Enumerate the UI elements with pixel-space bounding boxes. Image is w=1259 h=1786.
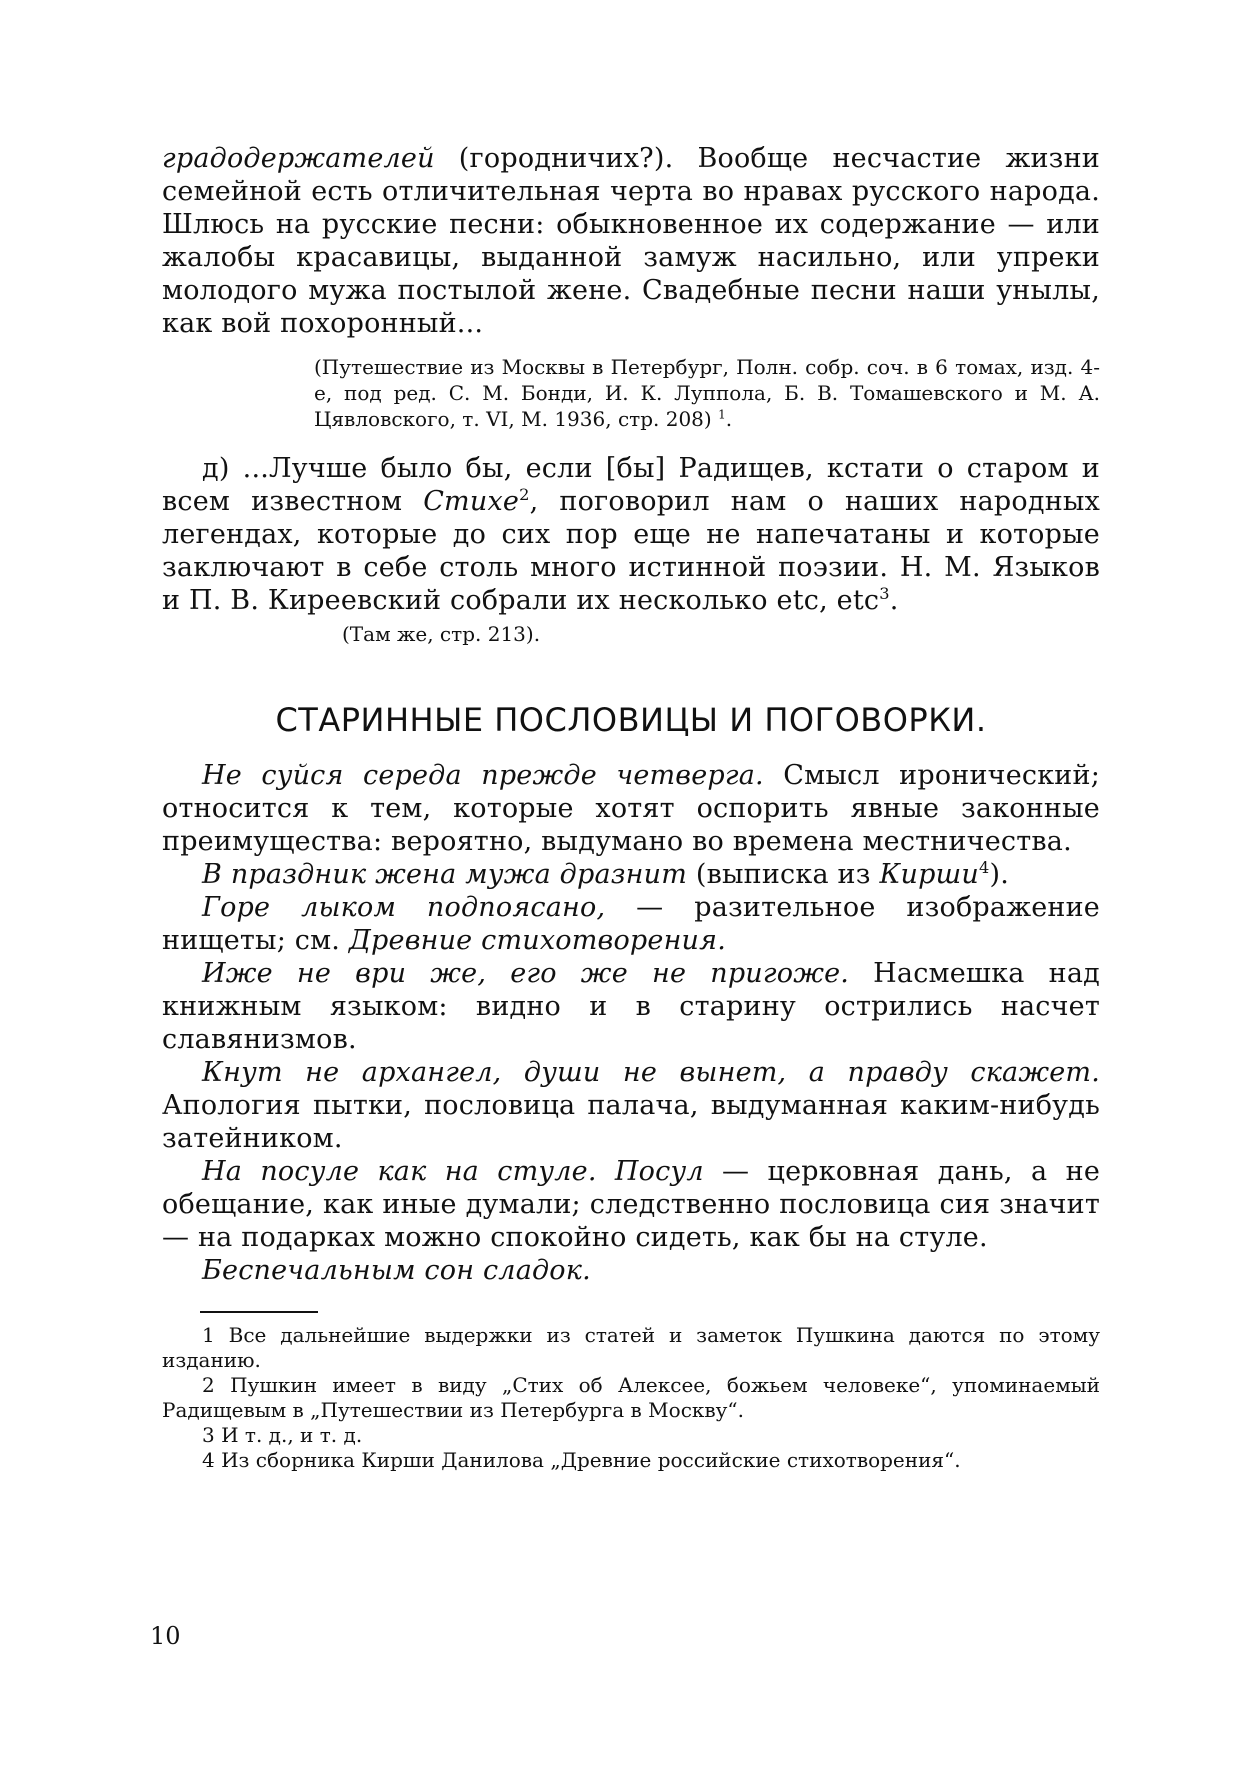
- proverb-2: [162, 858, 1100, 891]
- citation-text: (Путешествие из Москвы в Петербург, Полн. собр. соч. в 6 томах, изд. 4-е, под ред. С. М. Бонди, И. К. Луппола, Б. В. Томашевского и М. А. Цявловского, т. VI, М. 1936, стр. 208): [314, 355, 1100, 431]
- footnote-ref: 4: [979, 858, 990, 877]
- book-page: [162, 142, 1100, 1473]
- section-heading: СТАРИННЫЕ ПОСЛОВИЦЫ И ПОГОВОРКИ.: [275, 701, 987, 739]
- page-number: 10: [150, 1622, 181, 1650]
- proverb-italic: Беспечальным сон сладок.: [202, 1255, 591, 1286]
- proverb-italic: Горе лыком подпоясано,: [202, 892, 606, 923]
- proverb-italic: На посуле как на стуле. Посул: [202, 1156, 704, 1187]
- proverb-3: [162, 891, 1100, 957]
- footnote-ref: 1: [718, 407, 726, 422]
- proverb-italic-2: Древние стихотворения.: [348, 925, 727, 956]
- footnote-ref: 3: [879, 584, 890, 603]
- italic-term: градодержателей: [162, 143, 435, 174]
- proverb-comment: Смысл иронический; относится к тем, которые хотят оспорить явные законные преимущества: вероятно, выдумано во времена местничества.: [162, 760, 1100, 857]
- proverb-comment: — церковная дань, а не обещание, как иные думали; следственно пословица сия значит — на подарках можно спокойно сидеть, как бы на стуле.: [162, 1156, 1100, 1253]
- main-text-2: [162, 452, 1100, 617]
- citation-1: [314, 354, 1100, 432]
- proverb-italic: Не суйся середа прежде четверга.: [202, 760, 764, 791]
- proverb-comment: Насмешка над книжным языком: видно и в старину острились насчет славянизмов.: [162, 958, 1100, 1055]
- paragraph-text: (городничих?). Вообще несчастие жизни семейной есть отличительная черта во нравах русского народа. Шлюсь на русские песни: обыкновенное их содержание — или жалобы красавицы, выданной замуж насильно, или упреки молодого мужа постылой жене. Свадебные песни наши унылы, как вой похоронный...: [162, 143, 1100, 339]
- footnote-2: 2 Пушкин имеет в виду „Стих об Алексее, божьем человеке“, упоминаемый Радищевым в „Путешествии из Петербурга в Москву“.: [162, 1373, 1100, 1422]
- proverb-italic-2: Кирши: [879, 859, 979, 890]
- citation-2: (Там же, стр. 213).: [342, 622, 541, 646]
- footnotes: [162, 1323, 1100, 1473]
- proverb-6: [162, 1155, 1100, 1254]
- footnote-3: 3 И т. д., и т. д.: [202, 1423, 363, 1447]
- proverbs-list: [162, 759, 1100, 1287]
- proverb-5: [162, 1056, 1100, 1155]
- proverb-1: [162, 759, 1100, 858]
- footnote-ref: 2: [519, 485, 530, 504]
- proverb-end: ).: [989, 859, 1010, 890]
- paragraph-text: , поговорил нам о наших народных легендах, которые до сих пор еще не напечатаны и которые заключают в себе столь много истинной поэзии. Н. М. Языков и П. В. Киреевский собрали их несколько etc, etc: [162, 486, 1101, 616]
- italic-term: Стихе: [423, 486, 520, 517]
- paragraph-2: [162, 452, 1100, 617]
- paragraph-text: д) ...Лучше было бы, если [бы] Радищев, кстати о старом и всем известном: [162, 453, 1100, 517]
- footnote-divider: [200, 1311, 318, 1313]
- proverb-italic: В праздник жена мужа дразнит: [202, 859, 688, 890]
- proverb-italic: Иже не ври же, его же не пригоже.: [202, 958, 850, 989]
- proverb-italic: Кнут не архангел, души не вынет, а правду скажет.: [202, 1057, 1100, 1088]
- proverb-comment: (выписка из: [687, 859, 880, 890]
- footnote-4: 4 Из сборника Кирши Данилова „Древние российские стихотворения“.: [202, 1448, 961, 1472]
- proverb-7: [162, 1254, 1100, 1287]
- proverb-4: [162, 957, 1100, 1056]
- citation-end: .: [725, 407, 733, 431]
- paragraph-end: .: [889, 585, 899, 616]
- footnote-1: 1 Все дальнейшие выдержки из статей и заметок Пушкина даются по этому изданию.: [162, 1323, 1100, 1372]
- paragraph-1: [162, 142, 1100, 340]
- proverb-comment: — разительное изображение нищеты; см.: [162, 892, 1100, 956]
- proverb-comment: Апология пытки, пословица палача, выдуманная каким-нибудь затейником.: [162, 1090, 1100, 1154]
- main-text: [162, 142, 1100, 340]
